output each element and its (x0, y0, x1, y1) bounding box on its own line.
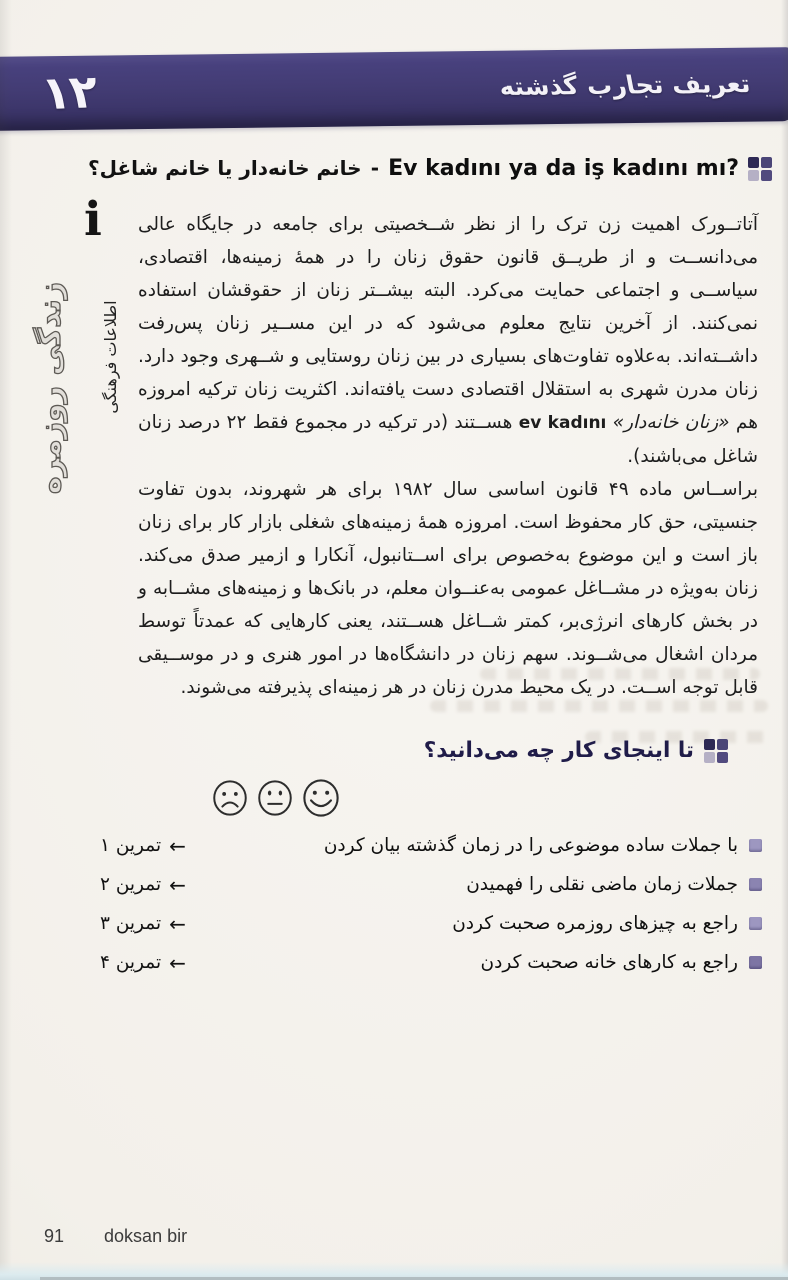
feedback-faces (212, 778, 340, 818)
page-number: 91 (44, 1226, 65, 1246)
square-cell-icon (717, 752, 728, 763)
page-bleed-artifact (430, 700, 768, 712)
checklist-item-text: راجع به چیزهای روزمره صحبت کردن (452, 913, 738, 934)
lesson-title-latin: Ev kadını ya da iş kadını mı? (388, 156, 739, 181)
lesson-heading (88, 156, 772, 181)
checklist-item-text: راجع به کارهای خانه صحبت کردن (480, 952, 738, 973)
squares-icon (704, 739, 728, 763)
chapter-title: تعریف تجارب گذشته (496, 69, 753, 102)
left-arrow-icon: ← (169, 833, 186, 858)
checklist-bullet-icon (749, 956, 762, 969)
lesson-title-persian: خانم خانه‌دار یا خانم شاغل؟ (88, 156, 362, 180)
turkish-term: ev kadını (518, 413, 607, 433)
chapter-number-badge: ۱۲ (37, 64, 103, 121)
checklist-item-text: جملات زمان ماضی نقلی را فهمیدن (466, 874, 738, 895)
checklist-bullet-icon (749, 839, 762, 852)
lesson-title (88, 156, 739, 181)
info-icon: i (84, 192, 102, 247)
square-cell-icon (704, 739, 715, 750)
happy-face-icon (302, 778, 340, 818)
review-checklist (100, 826, 762, 982)
square-cell-icon (748, 157, 759, 168)
page-bleed-artifact (480, 668, 760, 680)
sidebar-culture-label: اطلاعات فرهنگی (100, 300, 120, 414)
reading-paragraph-1 (138, 208, 758, 473)
page-number-words: doksan bir (104, 1226, 188, 1246)
checklist-item-text: با جملات ساده موضوعی را در زمان گذشته بیان کردن (323, 835, 738, 856)
exercise-ref (100, 874, 186, 895)
review-heading (424, 738, 728, 763)
quoted-term: «زنان خانه‌دار» (612, 412, 730, 433)
checklist-bullet-icon (749, 878, 762, 891)
reading-paragraph-2: براســاس ماده ۴۹ قانون اساسی سال ۱۹۸۲ برای هر شهروند، بدون تفاوت جنسیتی، حق کار محفوظ است. امروزه همهٔ زمینه‌های شغلی بازار کار برای زنان باز است و این موضوع به‌خصوص برای اســتانبول، آنکارا و ازمیر صدق می‌کند. زنان به‌ویژه در مشــاغل عمومی به‌عنــوان معلم، در بانک‌ها و زمینه‌های مشــابه و در بخش کارهای انرژی‌بر، کمتر شــاغل هســتند، یعنی کارهایی که عمدتاً توسط مردان اشغال می‌شــوند. سهم زنان در دانشگاه‌ها در امور هنری و در موســیقی قابل توجه اســت. در یک محیط مدرن زنان در هر زمینه‌ای پذیرفته می‌شوند. (138, 479, 759, 698)
square-cell-icon (748, 170, 759, 181)
checklist-row (100, 943, 762, 982)
page-left-edge (0, 0, 12, 1280)
left-arrow-icon: ← (169, 872, 186, 897)
square-cell-icon (704, 752, 715, 763)
exercise-ref (100, 952, 186, 973)
review-heading-text: تا اینجای کار چه می‌دانید؟ (423, 738, 694, 763)
exercise-label: تمرین ۱ (100, 835, 162, 856)
exercise-label: تمرین ۳ (100, 913, 162, 934)
page-right-edge (781, 0, 788, 1280)
checklist-row (100, 904, 762, 943)
sad-face-icon (212, 778, 248, 818)
left-arrow-icon: ← (169, 911, 186, 936)
square-cell-icon (761, 157, 772, 168)
squares-icon (748, 157, 772, 181)
page-footer (44, 1226, 187, 1247)
paragraph-text: هســتند (در ترکیه در مجموع فقط ۲۲ درصد زنان شاغل می‌باشند). (138, 412, 758, 467)
neutral-face-icon (257, 778, 293, 818)
chapter-header-band (0, 47, 788, 131)
lesson-title-separator: - (370, 156, 379, 180)
checklist-bullet-icon (749, 917, 762, 930)
exercise-label: تمرین ۴ (100, 952, 162, 973)
sidebar-unit-watermark: زندگی روزمره (32, 281, 68, 495)
left-arrow-icon: ← (169, 950, 186, 975)
exercise-ref (100, 835, 186, 856)
exercise-ref (100, 913, 186, 934)
reading-passage (138, 208, 758, 704)
checklist-row (100, 826, 762, 865)
paragraph-text: آتاتــورک اهمیت زن ترک را از نظر شــخصیتی برای جامعه در جایگاه عالی می‌دانســت و از طریــق قانون حقوق زنان را در همهٔ زمینه‌ها، اقتصادی، سیاســی و اجتماعی حمایت می‌کرد. البته بیشــتر زنان از حقوقشان استفاده نمی‌کنند. از آخرین نتایج معلوم می‌شود که در این مســیر زنان پس‌رفت داشــته‌اند. به‌علاوه تفاوت‌های بسیاری در بین زنان روستایی و شــهری وجود دارد. زنان مدرن شهری به استقلال اقتصادی دست یافته‌اند. اکثریت زنان ترکیه امروزه هم (138, 214, 758, 433)
square-cell-icon (761, 170, 772, 181)
checklist-row (100, 865, 762, 904)
square-cell-icon (717, 739, 728, 750)
exercise-label: تمرین ۲ (100, 874, 162, 895)
